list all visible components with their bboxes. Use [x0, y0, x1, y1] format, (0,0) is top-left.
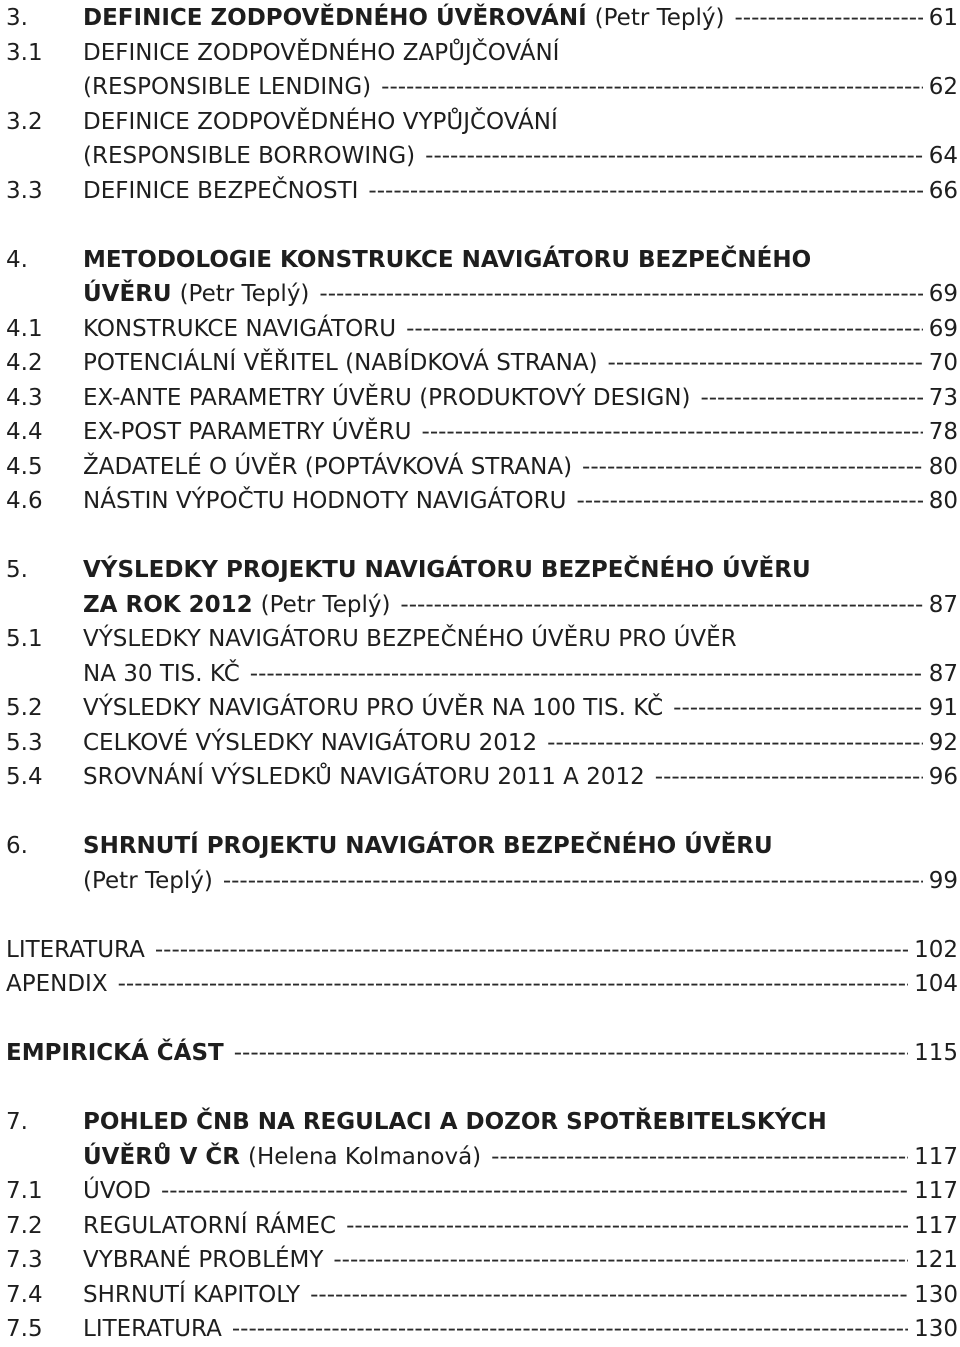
- entry-number: 5.: [6, 557, 28, 583]
- entry-number: 3.3: [6, 177, 43, 204]
- entry-content: [83, 726, 958, 761]
- entry-content: [83, 864, 958, 899]
- toc-entry[interactable]: [0, 70, 960, 105]
- dot-leader: [368, 174, 922, 209]
- toc-entry[interactable]: [0, 726, 960, 761]
- dot-leader: [381, 70, 923, 105]
- entry-content: [6, 933, 958, 968]
- dot-leader: [576, 484, 922, 519]
- toc-entry[interactable]: [0, 967, 960, 1002]
- entry-title: LITERATURA: [6, 936, 145, 963]
- entry-number: 4.6: [6, 488, 43, 514]
- entry-title: SHRNUTÍ KAPITOLY: [83, 1281, 301, 1308]
- entry-content: [83, 415, 958, 450]
- dot-leader: [582, 450, 923, 485]
- toc-entry[interactable]: [0, 864, 960, 899]
- entry-title: POTENCIÁLNÍ VĚŘITEL (NABÍDKOVÁ STRANA): [83, 350, 598, 376]
- entry-number: 3.2: [6, 108, 43, 135]
- entry-page-number: 70: [928, 350, 958, 376]
- entry-title: DEFINICE ZODPOVĚDNÉHO ÚVĚROVÁNÍ: [83, 5, 587, 31]
- entry-title: SHRNUTÍ PROJEKTU NAVIGÁTOR BEZPEČNÉHO ÚVĚRU: [83, 833, 773, 859]
- entry-number: 3.1: [6, 39, 43, 66]
- entry-number: 7.5: [6, 1316, 43, 1342]
- entry-number: 4.2: [6, 350, 43, 376]
- dot-leader: [232, 1312, 908, 1347]
- toc-entry[interactable]: [0, 139, 960, 174]
- toc-entry[interactable]: [0, 622, 960, 657]
- entry-page-number: 80: [928, 488, 958, 514]
- entry-content: [83, 760, 958, 795]
- dot-leader: [333, 1243, 908, 1278]
- toc-entry[interactable]: [0, 1278, 960, 1313]
- entry-number: 5.2: [6, 695, 43, 721]
- entry-content: [83, 70, 958, 105]
- entry-page-number: 69: [928, 281, 958, 307]
- entry-title: EX-ANTE PARAMETRY ÚVĚRU (PRODUKTOVÝ DESIGN): [83, 384, 691, 411]
- entry-number: 5.3: [6, 729, 43, 756]
- toc-entry[interactable]: [0, 1, 960, 36]
- entry-page-number: 78: [928, 419, 958, 445]
- toc-entry[interactable]: [0, 36, 960, 71]
- toc-entry[interactable]: [0, 1174, 960, 1209]
- entry-title: ZA ROK 2012: [83, 591, 253, 618]
- entry-title: METODOLOGIE KONSTRUKCE NAVIGÁTORU BEZPEČNÉHO: [83, 246, 812, 273]
- toc-entry[interactable]: [0, 346, 960, 381]
- entry-number: 7.1: [6, 1178, 43, 1204]
- toc-entry[interactable]: [0, 1140, 960, 1175]
- entry-page-number: 130: [914, 1281, 958, 1308]
- toc-entry[interactable]: [0, 174, 960, 209]
- entry-page-number: 87: [928, 591, 958, 618]
- dot-leader: [161, 1174, 908, 1209]
- entry-page-number: 87: [928, 660, 958, 687]
- entry-number: 7.: [6, 1109, 28, 1135]
- toc-entry[interactable]: [0, 760, 960, 795]
- entry-title: ŽADATELÉ O ÚVĚR (POPTÁVKOVÁ STRANA): [83, 453, 573, 480]
- entry-content: [83, 174, 958, 209]
- dot-leader: [425, 139, 923, 174]
- entry-content: [83, 1174, 958, 1209]
- entry-page-number: 61: [928, 5, 958, 31]
- toc-entry[interactable]: [0, 381, 960, 416]
- entry-content: [83, 657, 958, 692]
- entry-title: REGULATORNÍ RÁMEC: [83, 1212, 337, 1239]
- entry-title: NA 30 TIS. KČ: [83, 660, 240, 687]
- dot-leader: [608, 346, 923, 381]
- entry-title: POHLED ČNB NA REGULACI A DOZOR SPOTŘEBITELSKÝCH: [83, 1109, 827, 1135]
- entry-page-number: 62: [928, 74, 958, 100]
- entry-content: [83, 346, 958, 381]
- entry-number: 5.4: [6, 764, 43, 790]
- toc-entry[interactable]: [0, 829, 960, 864]
- entry-title: DEFINICE ZODPOVĚDNÉHO ZAPŮJČOVÁNÍ: [83, 39, 560, 66]
- entry-content: [83, 381, 958, 416]
- entry-title: VÝSLEDKY NAVIGÁTORU PRO ÚVĚR NA 100 TIS. KČ: [83, 695, 664, 721]
- entry-author: (Petr Teplý): [83, 867, 213, 894]
- dot-leader: [400, 588, 922, 623]
- entry-title: ÚVĚRU: [83, 281, 172, 307]
- dot-leader: [250, 657, 923, 692]
- entry-content: [83, 1312, 958, 1347]
- dot-leader: [155, 933, 908, 968]
- entry-page-number: 69: [928, 315, 958, 342]
- entry-content: [83, 1140, 958, 1175]
- entry-title: VÝSLEDKY PROJEKTU NAVIGÁTORU BEZPEČNÉHO ÚVĚRU: [83, 557, 811, 583]
- entry-number: 4.4: [6, 419, 43, 445]
- entry-page-number: 99: [928, 867, 958, 894]
- entry-content: [83, 484, 958, 519]
- entry-content: [83, 829, 958, 864]
- entry-title: DEFINICE ZODPOVĚDNÉHO VYPŮJČOVÁNÍ: [83, 108, 558, 135]
- toc-entry[interactable]: [0, 484, 960, 519]
- entry-title: LITERATURA: [83, 1316, 222, 1342]
- entry-content: [83, 139, 958, 174]
- dot-leader: [673, 691, 923, 726]
- dot-leader: [319, 277, 922, 312]
- toc-entry[interactable]: [0, 1312, 960, 1347]
- entry-title: EMPIRICKÁ ČÁST: [6, 1040, 224, 1066]
- entry-content: [83, 691, 958, 726]
- entry-page-number: 73: [928, 384, 958, 411]
- entry-number: 7.3: [6, 1247, 43, 1273]
- entry-content: [83, 1105, 958, 1140]
- dot-leader: [310, 1278, 908, 1313]
- entry-number: 3.: [6, 5, 28, 31]
- entry-content: [83, 277, 958, 312]
- entry-author: (Petr Teplý): [594, 5, 725, 31]
- entry-content: [83, 105, 958, 140]
- entry-number: 4.3: [6, 384, 43, 411]
- entry-title: SROVNÁNÍ VÝSLEDKŮ NAVIGÁTORU 2011 A 2012: [83, 764, 645, 790]
- entry-title: APENDIX: [6, 971, 108, 997]
- entry-number: 5.1: [6, 626, 43, 652]
- entry-content: [83, 553, 958, 588]
- entry-page-number: 130: [914, 1316, 958, 1342]
- toc-entry[interactable]: [0, 657, 960, 692]
- entry-page-number: 66: [928, 177, 958, 204]
- dot-leader: [422, 415, 923, 450]
- entry-content: [83, 1, 958, 36]
- entry-title: ÚVĚRŮ V ČR: [83, 1143, 240, 1170]
- entry-page-number: 96: [928, 764, 958, 790]
- entry-content: [83, 1243, 958, 1278]
- toc-entry[interactable]: [0, 312, 960, 347]
- entry-title: KONSTRUKCE NAVIGÁTORU: [83, 315, 397, 342]
- dot-leader: [234, 1036, 908, 1071]
- toc-entry[interactable]: [0, 1243, 960, 1278]
- toc-entry[interactable]: [0, 243, 960, 278]
- entry-content: [83, 450, 958, 485]
- entry-page-number: 91: [928, 695, 958, 721]
- toc-entry[interactable]: [0, 691, 960, 726]
- entry-number: 4.1: [6, 315, 43, 342]
- entry-number: 7.4: [6, 1281, 43, 1308]
- dot-leader: [655, 760, 923, 795]
- entry-number: 6.: [6, 833, 28, 859]
- toc-entry[interactable]: [0, 1209, 960, 1244]
- entry-title: NÁSTIN VÝPOČTU HODNOTY NAVIGÁTORU: [83, 488, 567, 514]
- entry-content: [6, 967, 958, 1002]
- entry-title: EX-POST PARAMETRY ÚVĚRU: [83, 419, 412, 445]
- entry-content: [83, 312, 958, 347]
- entry-content: [83, 36, 958, 71]
- entry-page-number: 117: [914, 1178, 958, 1204]
- toc-entry[interactable]: [0, 588, 960, 623]
- entry-title: (RESPONSIBLE BORROWING): [83, 143, 416, 169]
- toc-entry[interactable]: [0, 415, 960, 450]
- entry-page-number: 104: [914, 971, 958, 997]
- toc-entry[interactable]: [0, 277, 960, 312]
- toc-entry[interactable]: [0, 105, 960, 140]
- dot-leader: [346, 1209, 908, 1244]
- toc-entry[interactable]: [0, 450, 960, 485]
- entry-number: 4.: [6, 246, 28, 273]
- entry-title: (RESPONSIBLE LENDING): [83, 74, 372, 100]
- entry-number: 7.2: [6, 1212, 43, 1239]
- dot-leader: [700, 381, 922, 416]
- entry-title: VYBRANÉ PROBLÉMY: [83, 1247, 324, 1273]
- dot-leader: [547, 726, 923, 761]
- dot-leader: [406, 312, 923, 347]
- toc-entry[interactable]: [0, 553, 960, 588]
- entry-page-number: 80: [928, 453, 958, 480]
- entry-title: ÚVOD: [83, 1178, 151, 1204]
- entry-page-number: 102: [914, 936, 958, 963]
- toc-entry[interactable]: [0, 1036, 960, 1071]
- toc-entry[interactable]: [0, 933, 960, 968]
- entry-author: (Petr Teplý): [260, 591, 391, 618]
- entry-content: [83, 1209, 958, 1244]
- entry-content: [83, 588, 958, 623]
- entry-page-number: 64: [928, 143, 958, 169]
- toc-entry[interactable]: [0, 1105, 960, 1140]
- entry-number: 4.5: [6, 453, 43, 480]
- entry-author: (Helena Kolmanová): [247, 1143, 482, 1170]
- entry-content: [6, 1036, 958, 1071]
- entry-content: [83, 622, 958, 657]
- entry-title: VÝSLEDKY NAVIGÁTORU BEZPEČNÉHO ÚVĚRU PRO ÚVĚR: [83, 626, 737, 652]
- entry-content: [83, 243, 958, 278]
- entry-page-number: 117: [914, 1143, 958, 1170]
- entry-page-number: 92: [928, 729, 958, 756]
- dot-leader: [734, 1, 922, 36]
- dot-leader: [223, 864, 923, 899]
- entry-author: (Petr Teplý): [179, 281, 310, 307]
- entry-title: DEFINICE BEZPEČNOSTI: [83, 177, 359, 204]
- entry-content: [83, 1278, 958, 1313]
- entry-page-number: 121: [914, 1247, 958, 1273]
- entry-page-number: 117: [914, 1212, 958, 1239]
- dot-leader: [118, 967, 909, 1002]
- entry-page-number: 115: [914, 1040, 958, 1066]
- entry-title: CELKOVÉ VÝSLEDKY NAVIGÁTORU 2012: [83, 729, 538, 756]
- dot-leader: [491, 1140, 908, 1175]
